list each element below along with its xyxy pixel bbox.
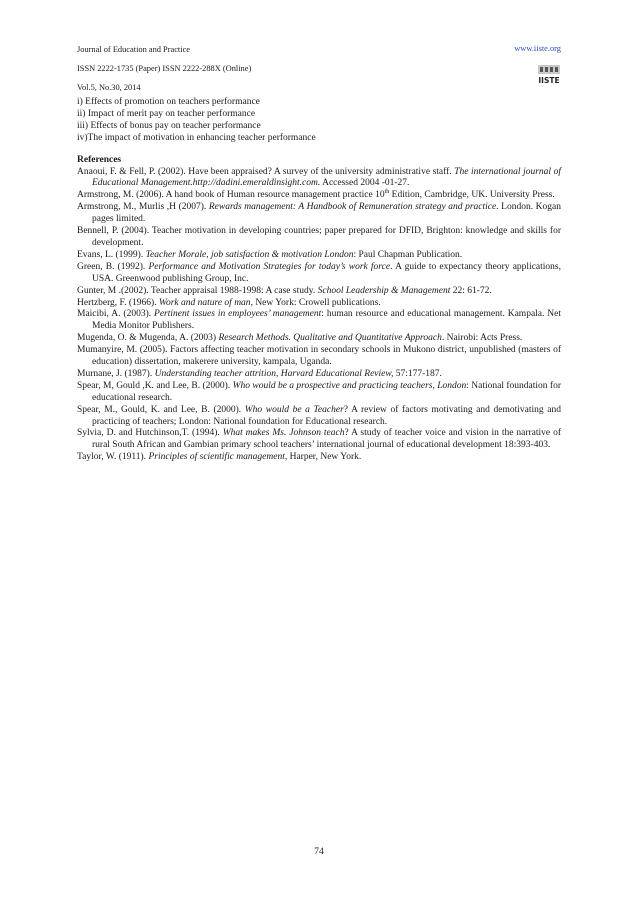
reference-b: 57:177-187. xyxy=(393,368,442,379)
journal-name: Journal of Education and Practice xyxy=(77,45,191,54)
reference-b: . Nairobi: Acts Press. xyxy=(441,333,523,344)
references-heading: References xyxy=(77,154,122,165)
reference-b: 22: 61-72. xyxy=(450,285,492,296)
reference-i: Teacher Morale, job satisfaction & motivation London xyxy=(145,249,354,260)
reference-a: Mugenda, O. & Mugenda, A. (2003) xyxy=(77,333,219,344)
reference-b: , New York: Crowell publications. xyxy=(250,297,381,308)
list-item: iii) Effects of bonus pay on teacher performance xyxy=(77,120,261,131)
reference-b: . London. Kogan pages limited. xyxy=(92,202,561,225)
volume-line: Vol.5, No.30, 2014 xyxy=(77,83,141,92)
reference-b: , Harper, New York. xyxy=(284,452,362,463)
reference-entry xyxy=(77,226,561,250)
reference-i: Understanding teacher attrition, Harvard Educational Review, xyxy=(154,368,394,379)
reference-i: Pertinent issues in employees’ management xyxy=(154,309,322,320)
reference-a: Hertzberg, F. (1966). xyxy=(77,297,159,308)
reference-entry xyxy=(77,452,561,464)
reference-a: Maicibi, A. (2003). xyxy=(77,309,155,320)
reference-a: Gunter, M .(2002). Teacher appraisal 1988-1998: A case study. xyxy=(77,285,318,296)
reference-b: : Paul Chapman Publication. xyxy=(353,249,463,260)
reference-a: Sylvia, D. and Hutchinson,T. (1994). xyxy=(77,428,223,439)
reference-b: . A guide to expectancy theory applications, USA. Greenwood publishing Group, Inc. xyxy=(92,261,561,284)
reference-i: Who would be a Teacher xyxy=(244,404,344,415)
reference-entry xyxy=(77,309,561,333)
reference-entry xyxy=(77,298,561,310)
reference-b: : human resource and educational management. Kampala. Net Media Monitor Publishers. xyxy=(92,309,562,332)
references-list xyxy=(77,167,561,465)
reference-b: ? A review of factors motivating and demotivating and practicing of teachers; London: National foundation for Educational research. xyxy=(92,404,561,427)
reference-b: Edition, Cambridge, UK. University Press. xyxy=(389,190,555,201)
reference-i: Performance and Motivation Strategies for today’s work force xyxy=(148,261,391,272)
issn-line: ISSN 2222-1735 (Paper) ISSN 2222-288X (Online) xyxy=(77,64,252,73)
reference-entry xyxy=(77,202,561,226)
iiste-logo-icon xyxy=(537,64,561,86)
reference-a: Bennell, P. (2004). Teacher motivation in developing countries; paper prepared for DFID, Brighton: knowledge and skills for development. xyxy=(77,226,561,248)
reference-entry xyxy=(77,381,561,405)
reference-a: Murnane, J. (1987). xyxy=(77,368,155,379)
reference-entry xyxy=(77,405,561,429)
reference-i: What makes Ms. Johnson teach xyxy=(222,428,345,439)
reference-entry xyxy=(77,345,561,369)
reference-a: Evans, L. (1999). xyxy=(77,249,146,260)
reference-a: Mumanyire, M. (2005). Factors affecting teacher motivation in secondary schools in Mukono district, unpublished (masters of education) dissertation, makerere university, kampala, Uganda. xyxy=(77,345,561,368)
list-item: iv)The impact of motivation in enhancing teacher performance xyxy=(77,132,316,143)
reference-i: The international journal of Educational Management.http://dadini.emeraldinsight.com. xyxy=(92,166,561,189)
list-item: ii) Impact of merit pay on teacher performance xyxy=(77,108,256,119)
reference-entry xyxy=(77,286,561,298)
reference-i: School Leadership & Management xyxy=(317,285,451,296)
reference-entry xyxy=(77,167,561,191)
reference-a: Spear, M, Gould ,K. and Lee, B. (2000). xyxy=(77,380,233,391)
reference-i: Who would be a prospective and practicing teachers, London xyxy=(232,380,467,391)
reference-a: Taylor, W. (1911). xyxy=(77,452,149,463)
reference-i: Research Methods. Qualitative and Quantitative Approach xyxy=(218,333,442,344)
page-number: 74 xyxy=(314,847,324,857)
reference-a: Anaoui, F. & Fell, P. (2002). Have been appraised? A survey of the university administrative staff. xyxy=(77,166,455,177)
list-item: i) Effects of promotion on teachers performance xyxy=(77,97,260,107)
svg-text:IISTE: IISTE xyxy=(538,76,560,85)
page-header xyxy=(77,44,561,101)
reference-entry xyxy=(77,190,561,202)
reference-b: Accessed 2004 -01-27. xyxy=(320,178,410,189)
reference-sup: th xyxy=(384,189,390,196)
reference-entry xyxy=(77,369,561,381)
page-body xyxy=(77,97,561,464)
reference-i: Rewards management: A Handbook of Remuneration strategy and practice xyxy=(208,202,497,213)
website-link[interactable]: www.iiste.org xyxy=(514,44,561,53)
reference-a: Spear, M., Gould, K. and Lee, B. (2000). xyxy=(77,404,245,415)
reference-b: ? A study of teacher voice and vision in the narrative of rural South African and Gambian primary school teachers’ international journal of educational development 18:393-403. xyxy=(92,428,561,451)
reference-entry xyxy=(77,333,561,345)
reference-entry xyxy=(77,262,561,286)
reference-a: Armstrong, M. (2006). A hand book of Human resource management practice 10 xyxy=(77,190,385,201)
reference-a: Armstrong, M., Murlis ,H (2007). xyxy=(77,202,209,213)
reference-i: Work and nature of man xyxy=(158,297,251,308)
reference-b: : National foundation for educational research. xyxy=(92,380,561,403)
reference-a: Green, B. (1992). xyxy=(77,261,149,272)
reference-entry xyxy=(77,428,561,452)
reference-entry xyxy=(77,250,561,262)
reference-i: Principles of scientific management xyxy=(148,452,285,463)
